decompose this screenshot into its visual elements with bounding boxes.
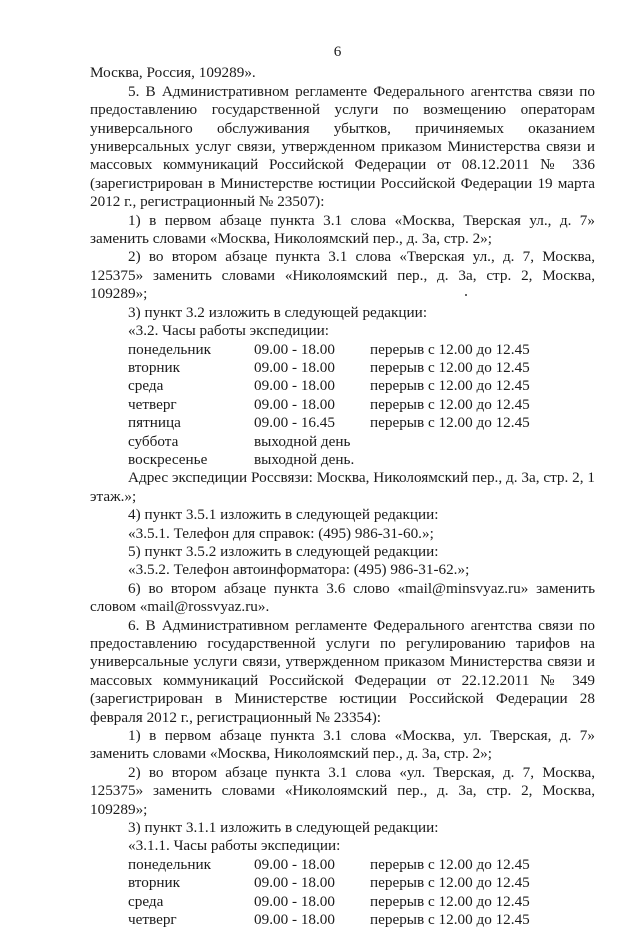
schedule-row bbox=[90, 451, 595, 469]
schedule-day: понедельник bbox=[128, 340, 211, 358]
schedule-hours: выходной день. bbox=[254, 450, 355, 468]
schedule-hours: 09.00 - 18.00 bbox=[254, 911, 335, 929]
page-number: 6 bbox=[333, 43, 342, 60]
schedule-day: среда bbox=[128, 892, 164, 910]
schedule-row bbox=[90, 396, 595, 414]
phone-info: «3.5.1. Телефон для справок: (495) 986-31-60.»; bbox=[128, 524, 434, 542]
schedule-break: перерыв с 12.00 до 12.45 bbox=[370, 855, 530, 873]
schedule-hours: 09.00 - 18.00 bbox=[254, 358, 335, 376]
schedule-break: перерыв с 12.00 до 12.45 bbox=[370, 874, 530, 892]
schedule-day: четверг bbox=[128, 911, 177, 929]
schedule-1-table bbox=[90, 341, 595, 470]
schedule-break: перерыв с 12.00 до 12.45 bbox=[370, 892, 530, 910]
schedule-row bbox=[90, 341, 595, 359]
schedule-row bbox=[90, 893, 595, 911]
schedule-row bbox=[90, 874, 595, 892]
schedule-1-heading: «3.2. Часы работы экспедиции: bbox=[128, 322, 330, 340]
schedule-row bbox=[90, 433, 595, 451]
schedule-hours: выходной день bbox=[254, 432, 351, 450]
schedule-break: перерыв с 12.00 до 12.45 bbox=[370, 340, 530, 358]
paragraph-5: 5. В Административном регламенте Федерального агентства связи по предоставлению государственной услуги по возмещению операторам универсального обслуживания убытков, причиняемых оказанием универсальных услуг связи, утвержденном приказом Министерства связи и массовых коммуникаций Российской Федерации от 08.12.2011 № 336 (зарегистрирован в Министерстве юстиции Российской Федерации 19 марта 2012 г., регистрационный № 23507): bbox=[90, 82, 595, 211]
schedule-hours: 09.00 - 18.00 bbox=[254, 377, 335, 395]
schedule-hours: 09.00 - 18.00 bbox=[254, 892, 335, 910]
schedule-break: перерыв с 12.00 до 12.45 bbox=[370, 358, 530, 376]
schedule-hours: 09.00 - 18.00 bbox=[254, 855, 335, 873]
paragraph-6: 6. В Административном регламенте Федерального агентства связи по предоставлению государственной услуги по регулированию тарифов на универсальные услуги связи, утвержденном приказом Министерства связи и массовых коммуникаций Российской Федерации от 22.12.2011 № 349 (зарегистрирован в Министерстве юстиции Российской Федерации 28 февраля 2012 г., регистрационный № 23354): bbox=[90, 616, 595, 726]
schedule-break: перерыв с 12.00 до 12.45 bbox=[370, 395, 530, 413]
line-address-end: Москва, Россия, 109289». bbox=[90, 64, 256, 82]
schedule-day: четверг bbox=[128, 395, 177, 413]
schedule-hours: 09.00 - 18.00 bbox=[254, 874, 335, 892]
scan-speck bbox=[465, 294, 467, 296]
item-6-1: 1) в первом абзаце пункта 3.1 слова «Москва, ул. Тверская, д. 7» заменить словами «Москва, Николоямский пер., д. 3а, стр. 2»; bbox=[90, 727, 595, 763]
schedule-hours: 09.00 - 16.45 bbox=[254, 414, 335, 432]
item-5-6: 6) во втором абзаце пункта 3.6 слово «mail@minsvyaz.ru» заменить словом «mail@rossvyaz.ru». bbox=[90, 579, 595, 616]
schedule-2-table bbox=[90, 856, 595, 930]
schedule-row bbox=[90, 377, 595, 395]
item-5-2: 2) во втором абзаце пункта 3.1 слова «Тверская ул., д. 7, Москва, 125375» заменить словами «Николоямский пер., д. 3а, стр. 2, Москва, 109289»; bbox=[90, 248, 595, 303]
schedule-day: вторник bbox=[128, 358, 181, 376]
schedule-break: перерыв с 12.00 до 12.45 bbox=[370, 911, 530, 929]
schedule-break: перерыв с 12.00 до 12.45 bbox=[370, 414, 530, 432]
item-5-1: 1) в первом абзаце пункта 3.1 слова «Москва, Тверская ул., д. 7» заменить словами «Москва, Николоямский пер., д. 3а, стр. 2»; bbox=[90, 211, 595, 248]
schedule-2-heading: «3.1.1. Часы работы экспедиции: bbox=[128, 837, 341, 855]
item-5-3: 3) пункт 3.2 изложить в следующей редакции: bbox=[128, 303, 428, 321]
schedule-break bbox=[370, 451, 595, 469]
schedule-day: воскресенье bbox=[128, 450, 208, 468]
schedule-day: вторник bbox=[128, 874, 181, 892]
schedule-break bbox=[370, 433, 595, 451]
schedule-hours: 09.00 - 18.00 bbox=[254, 395, 335, 413]
schedule-row bbox=[90, 911, 595, 929]
schedule-day: среда bbox=[128, 377, 164, 395]
schedule-hours: 09.00 - 18.00 bbox=[254, 340, 335, 358]
schedule-row bbox=[90, 414, 595, 432]
item-5-5: 5) пункт 3.5.2 изложить в следующей редакции: bbox=[128, 542, 439, 560]
expedition-address: Адрес экспедиции Россвязи: Москва, Николоямский пер., д. 3а, стр. 2, 1 этаж.»; bbox=[90, 469, 595, 505]
schedule-row bbox=[90, 856, 595, 874]
schedule-break: перерыв с 12.00 до 12.45 bbox=[370, 377, 530, 395]
phone-autoinformer: «3.5.2. Телефон автоинформатора: (495) 986-31-62.»; bbox=[128, 561, 470, 579]
schedule-day: пятница bbox=[128, 414, 181, 432]
item-5-4: 4) пункт 3.5.1 изложить в следующей редакции: bbox=[128, 506, 439, 524]
item-6-3: 3) пункт 3.1.1 изложить в следующей редакции: bbox=[128, 819, 439, 837]
item-6-2: 2) во втором абзаце пункта 3.1 слова «ул. Тверская, д. 7, Москва, 125375» заменить словами «Николоямский пер., д. 3а, стр. 2, Москва, 109289»; bbox=[90, 763, 595, 818]
schedule-day: суббота bbox=[128, 432, 179, 450]
schedule-day: понедельник bbox=[128, 855, 211, 873]
schedule-row bbox=[90, 359, 595, 377]
